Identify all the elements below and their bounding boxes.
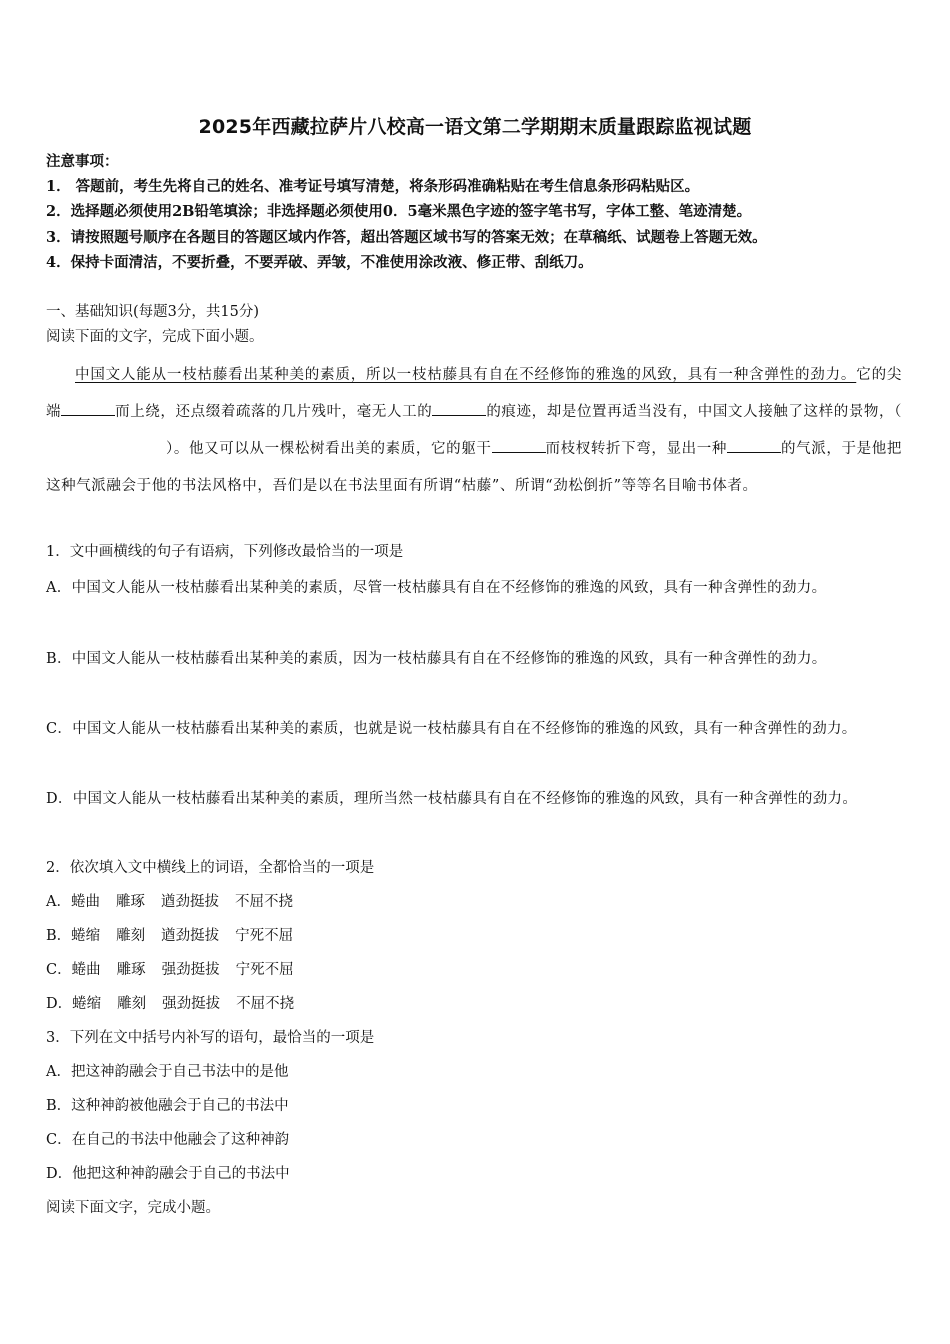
question-3-option-b: B．这种神韵被他融会于自己的书法中 [46, 1098, 289, 1114]
passage-text-1: 它的尖端 [46, 367, 902, 420]
question-3-option-a: A．把这神韵融会于自己书法中的是他 [46, 1064, 289, 1080]
underlined-sentence: 中国文人能从一枝枯藤看出某种美的素质，所以一枝枯藤具有自在不经修饰的雅逸的风致，具有一种含弹性的劲力。 [75, 367, 857, 383]
option-letter: C． [46, 962, 72, 978]
section-heading: 一、基础知识(每题3分，共15分) [46, 304, 259, 320]
passage-text-3: 的痕迹，却是位置再适当没有，中国文人接触了这样的景物，（ [486, 404, 902, 420]
reading-passage [46, 357, 902, 505]
option-word: 蜷缩 [71, 928, 101, 944]
option-letter: B． [46, 928, 72, 944]
page-title: 2025年西藏拉萨片八校高一语文第二学期期末质量跟踪监视试题 [198, 116, 752, 138]
notice-item-3: 3．请按照题号顺序在各题目的答题区域内作答，超出答题区域书写的答案无效；在草稿纸、试题卷上答题无效。 [46, 229, 767, 246]
question-2-stem: 2．依次填入文中横线上的词语，全都恰当的一项是 [46, 860, 375, 876]
option-word: 雕刻 [116, 928, 146, 944]
passage-text-2: 而上绕，还点缀着疏落的几片残叶，毫无人工的 [115, 404, 433, 420]
question-1-option-d: D．中国文人能从一枝枯藤看出某种美的素质，理所当然一枝枯藤具有自在不经修饰的雅逸的风致，具有一种含弹性的劲力。 [46, 791, 858, 807]
option-word: 不屈不挠 [234, 894, 293, 910]
option-word: 蜷缩 [72, 996, 102, 1012]
option-word: 蜷曲 [70, 894, 100, 910]
next-instruction: 阅读下面文字，完成小题。 [46, 1200, 220, 1216]
question-3-stem: 3．下列在文中括号内补写的语句，最恰当的一项是 [46, 1030, 375, 1046]
question-3-option-d: D．他把这种神韵融会于自己的书法中 [46, 1166, 290, 1182]
passage-text-4: ）。他又可以从一棵松树看出美的素质，它的躯干 [166, 441, 492, 457]
notice-item-4: 4．保持卡面清洁，不要折叠，不要弄破、弄皱，不准使用涂改液、修正带、刮纸刀。 [46, 254, 593, 271]
question-1-stem: 1．文中画横线的句子有语病，下列修改最恰当的一项是 [46, 544, 404, 560]
option-word: 雕琢 [115, 894, 145, 910]
option-word: 宁死不屈 [235, 928, 294, 944]
option-word: 雕琢 [116, 962, 146, 978]
question-1-option-b: B．中国文人能从一枝枯藤看出某种美的素质，因为一枝枯藤具有自在不经修饰的雅逸的风致，具有一种含弹性的劲力。 [46, 651, 827, 667]
passage-text-5: 而枝杈转折下弯，显出一种 [545, 441, 728, 457]
question-2-option-d [46, 994, 906, 1014]
question-2-option-c [46, 960, 906, 980]
section-instruction: 阅读下面的文字，完成下面小题。 [46, 329, 264, 345]
blank-3 [492, 438, 546, 453]
blank-4 [727, 438, 781, 453]
notice-item-1: 1． 答题前，考生先将自己的姓名、准考证号填写清楚，将条形码准确粘贴在考生信息条形码粘贴区。 [46, 178, 700, 195]
option-letter: A． [46, 894, 71, 910]
option-word: 遒劲挺拔 [160, 894, 219, 910]
question-1-option-a: A．中国文人能从一枝枯藤看出某种美的素质，尽管一枝枯藤具有自在不经修饰的雅逸的风致，具有一种含弹性的劲力。 [46, 580, 827, 596]
question-3-option-c: C．在自己的书法中他融会了这种神韵 [46, 1132, 290, 1148]
option-word: 强劲挺拔 [162, 996, 221, 1012]
blank-1 [61, 401, 115, 416]
option-word: 雕刻 [117, 996, 147, 1012]
notice-item-2: 2．选择题必须使用2B铅笔填涂；非选择题必须使用0．5毫米黑色字迹的签字笔书写，字体工整、笔迹清楚。 [46, 203, 752, 220]
passage-text-6: 的气派，于是他把这种气派融会于他的书法风格中，吾们是以在书法里面有所谓“枯藤”、所谓“劲松倒折”等等名目喻书体者。 [46, 441, 903, 494]
option-letter: D． [46, 996, 73, 1012]
notice-heading: 注意事项： [46, 153, 119, 170]
option-word: 强劲挺拔 [161, 962, 220, 978]
question-2-option-b [46, 926, 906, 946]
blank-2 [432, 401, 486, 416]
option-word: 蜷曲 [71, 962, 101, 978]
option-word: 遒劲挺拔 [161, 928, 220, 944]
question-1-option-c: C．中国文人能从一枝枯藤看出某种美的素质，也就是说一枝枯藤具有自在不经修饰的雅逸的风致，具有一种含弹性的劲力。 [46, 721, 857, 737]
option-word: 不屈不挠 [236, 996, 295, 1012]
option-word: 宁死不屈 [235, 962, 294, 978]
question-2-option-a [46, 892, 906, 912]
